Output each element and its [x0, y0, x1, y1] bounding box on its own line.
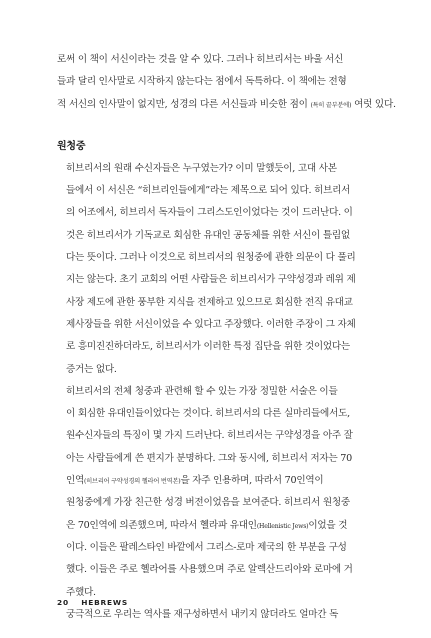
text-line: 사장 제도에 관한 풍부한 지식을 전제하고 있으므로 회심한 전직 유대교 [66, 296, 353, 308]
text-line-part: 은 70인역에 의존했으며, 따라서 헬라파 유대인 [66, 519, 257, 531]
text-line: 다는 뜻이다. 그러나 이것으로 히브리서의 원청중에 관한 의문이 다 풀리 [66, 252, 356, 264]
inline-note: (Hellenistic Jews) [256, 522, 309, 530]
intro-paragraph [57, 49, 396, 116]
body-text [57, 49, 396, 626]
text-line: 아는 사람들에게 쓴 편지가 분명하다. 그와 동시에, 히브리서 저자는 70 [66, 452, 352, 464]
text-line: 히브리서의 원래 수신자들은 누구였는가? 이미 말했듯이, 고대 사본 [66, 162, 337, 174]
text-line: 궁극적으로 우리는 역사를 재구성하면서 내키지 않더라도 얼마간 독 [66, 608, 339, 620]
inline-note: (히브리어 구약성경의 헬라어 번역본) [84, 478, 181, 486]
text-line-part: 인역 [66, 475, 85, 487]
page-number: 20 [57, 598, 69, 607]
text-line: 이 회심한 유대인들이었다는 것이다. 히브리서의 다른 실마리들에서도, [66, 408, 350, 420]
text-line: 것은 히브리서가 기독교로 회심한 유대인 공동체를 위한 서신이 틀림없 [66, 229, 350, 241]
text-line [57, 94, 396, 116]
text-line-part: 여럿 있다. [351, 98, 396, 110]
text-line: 원청중에게 가장 친근한 성경 버전이었음을 보여준다. 히브리서 원청중 [66, 497, 350, 509]
inline-note: (특히 끝부분에) [310, 101, 352, 109]
text-line: 들에서 이 서신은 “히브리인들에게”라는 제목으로 되어 있다. 히브리서 [66, 185, 351, 197]
text-line-part: 이었을 것 [308, 519, 348, 531]
paragraph-recipients [57, 158, 373, 381]
text-line: 증거는 없다. [66, 363, 117, 375]
text-line: 들과 달리 인사말로 시작하지 않는다는 점에서 독특하다. 이 책에는 전형 [57, 76, 347, 88]
text-line: 히브리서의 전체 청중과 관련해 할 수 있는 가장 정밀한 서술은 이들 [66, 385, 338, 397]
text-line: 로 흥미진진하더라도, 히브리서가 이러한 특정 집단을 위한 것이었다는 [66, 341, 350, 353]
paragraph-audience [57, 381, 373, 604]
text-line [57, 515, 373, 537]
text-line: 원수신자들의 특징이 몇 가지 드러난다. 히브리서는 구약성경을 아주 잘 [66, 430, 353, 442]
text-line [57, 470, 373, 492]
paragraph-conclusion [57, 604, 373, 626]
text-line-part: 을 자주 인용하며, 따라서 70인역이 [180, 475, 324, 487]
page-footer [57, 598, 128, 607]
text-line-part: 적 서신의 인사말이 없지만, 성경의 다른 서신들과 비슷한 점이 [57, 98, 311, 110]
text-line: 제사장들을 위한 서신이었을 수 있다고 주장했다. 이러한 주장이 그 자체 [66, 318, 356, 330]
text-line: 로써 이 책이 서신이라는 것을 알 수 있다. 그러나 히브리서는 바울 서신 [57, 54, 344, 65]
text-line: 주했다. [66, 586, 96, 598]
text-line: 이다. 이들은 팔레스타인 바깥에서 그리스-로마 제국의 한 부분을 구성 [66, 541, 347, 553]
running-title: HEBREWS [81, 598, 128, 607]
section-heading: 원청중 [57, 140, 86, 152]
text-line: 지는 않는다. 초기 교회의 어떤 사람들은 히브리서가 구약성경과 레위 제 [66, 274, 356, 286]
text-line: 의 어조에서, 히브리서 독자들이 그리스도인이었다는 것이 드러난다. 이 [66, 207, 353, 219]
text-line: 했다. 이들은 주로 헬라어를 사용했으며 주로 알렉산드리아와 로마에 거 [66, 564, 353, 576]
